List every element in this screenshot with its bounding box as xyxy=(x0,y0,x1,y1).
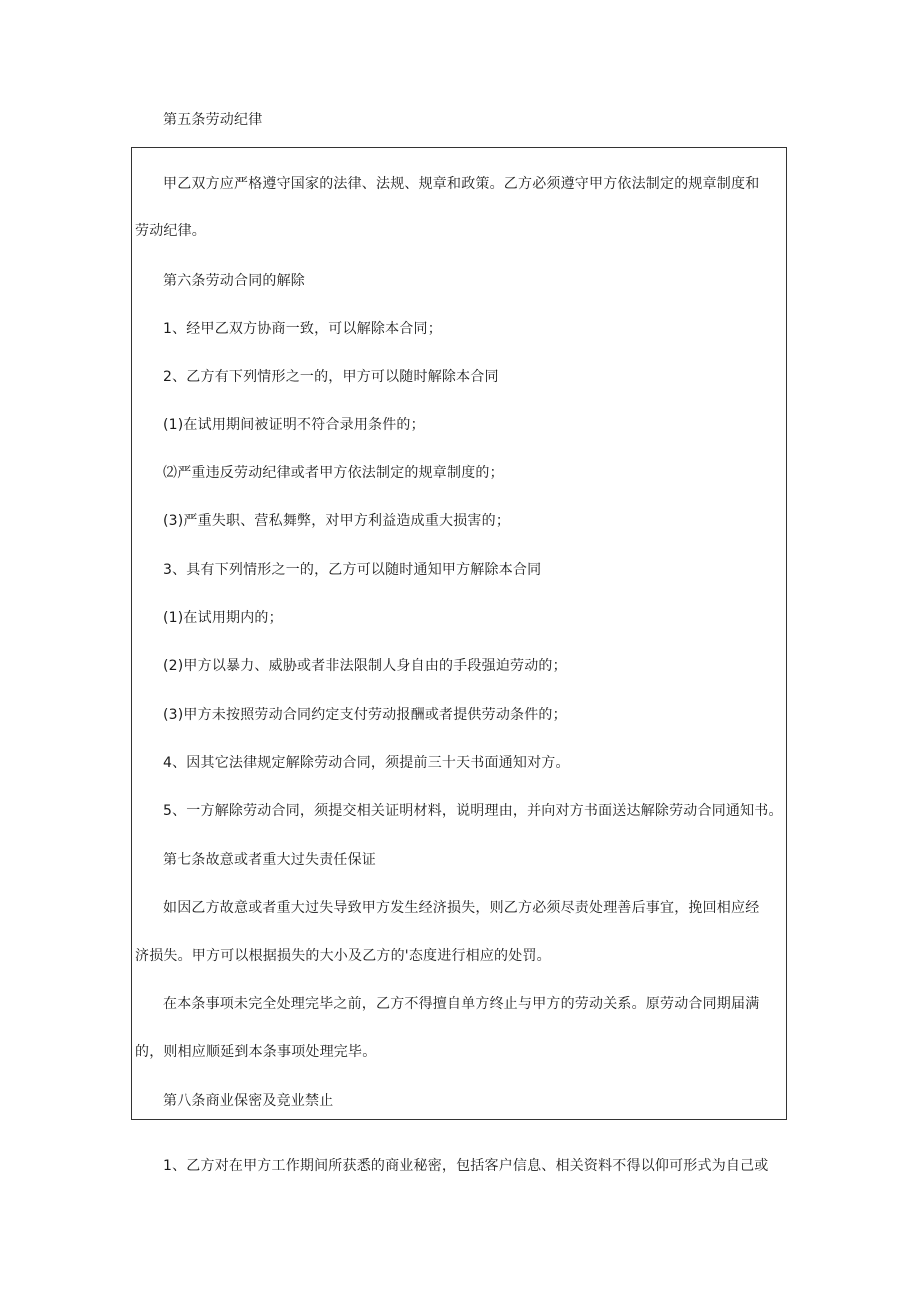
termination-item-2-2: ⑵严重违反劳动纪律或者甲方依法制定的规章制度的； xyxy=(163,465,504,481)
termination-item-5: 5、一方解除劳动合同，须提交相关证明材料，说明理由，并向对方书面送达解除劳动合同通知书。 xyxy=(163,803,783,819)
termination-item-2: 2、乙方有下列情形之一的，甲方可以随时解除本合同 xyxy=(163,369,499,385)
article5-heading: 第五条劳动纪律 xyxy=(163,112,263,128)
paragraph-liability-a-line2: 济损失。甲方可以根据损失的大小及乙方的'态度进行相应的处罚。 xyxy=(135,948,551,964)
article7-heading: 第七条故意或者重大过失责任保证 xyxy=(163,852,376,868)
termination-item-3-2: (2)甲方以暴力、威胁或者非法限制人身自由的手段强迫劳动的； xyxy=(163,658,567,674)
content-box xyxy=(131,147,787,1120)
termination-item-4: 4、因其它法律规定解除劳动合同，须提前三十天书面通知对方。 xyxy=(163,755,570,771)
paragraph-discipline-line2: 劳动纪律。 xyxy=(135,223,206,239)
confidentiality-item-1-line1: 1、乙方对在甲方工作期间所获悉的商业秘密，包括客户信息、相关资料不得以仰可形式为自己或 xyxy=(163,1158,769,1174)
paragraph-liability-b-line1: 在本条事项未完全处理完毕之前，乙方不得擅自单方终止与甲方的劳动关系。原劳动合同期届满 xyxy=(163,996,760,1012)
article8-heading: 第八条商业保密及竞业禁止 xyxy=(163,1093,334,1109)
termination-item-2-1: (1)在试用期间被证明不符合录用条件的； xyxy=(163,417,425,433)
termination-item-3: 3、具有下列情形之一的，乙方可以随时通知甲方解除本合同 xyxy=(163,562,542,578)
termination-item-2-3: (3)严重失职、营私舞弊，对甲方利益造成重大损害的； xyxy=(163,513,511,529)
paragraph-discipline-line1: 甲乙双方应严格遵守国家的法律、法规、规章和政策。乙方必须遵守甲方依法制定的规章制度和 xyxy=(163,176,760,192)
article6-heading: 第六条劳动合同的解除 xyxy=(163,273,305,289)
termination-item-3-3: (3)甲方未按照劳动合同约定支付劳动报酬或者提供劳动条件的； xyxy=(163,707,567,723)
paragraph-liability-b-line2: 的，则相应顺延到本条事项处理完毕。 xyxy=(135,1044,377,1060)
termination-item-3-1: (1)在试用期内的； xyxy=(163,610,283,626)
termination-item-1: 1、经甲乙双方协商一致，可以解除本合同； xyxy=(163,321,442,337)
paragraph-liability-a-line1: 如因乙方故意或者重大过失导致甲方发生经济损失，则乙方必须尽责处理善后事宜，挽回相应经 xyxy=(163,900,760,916)
